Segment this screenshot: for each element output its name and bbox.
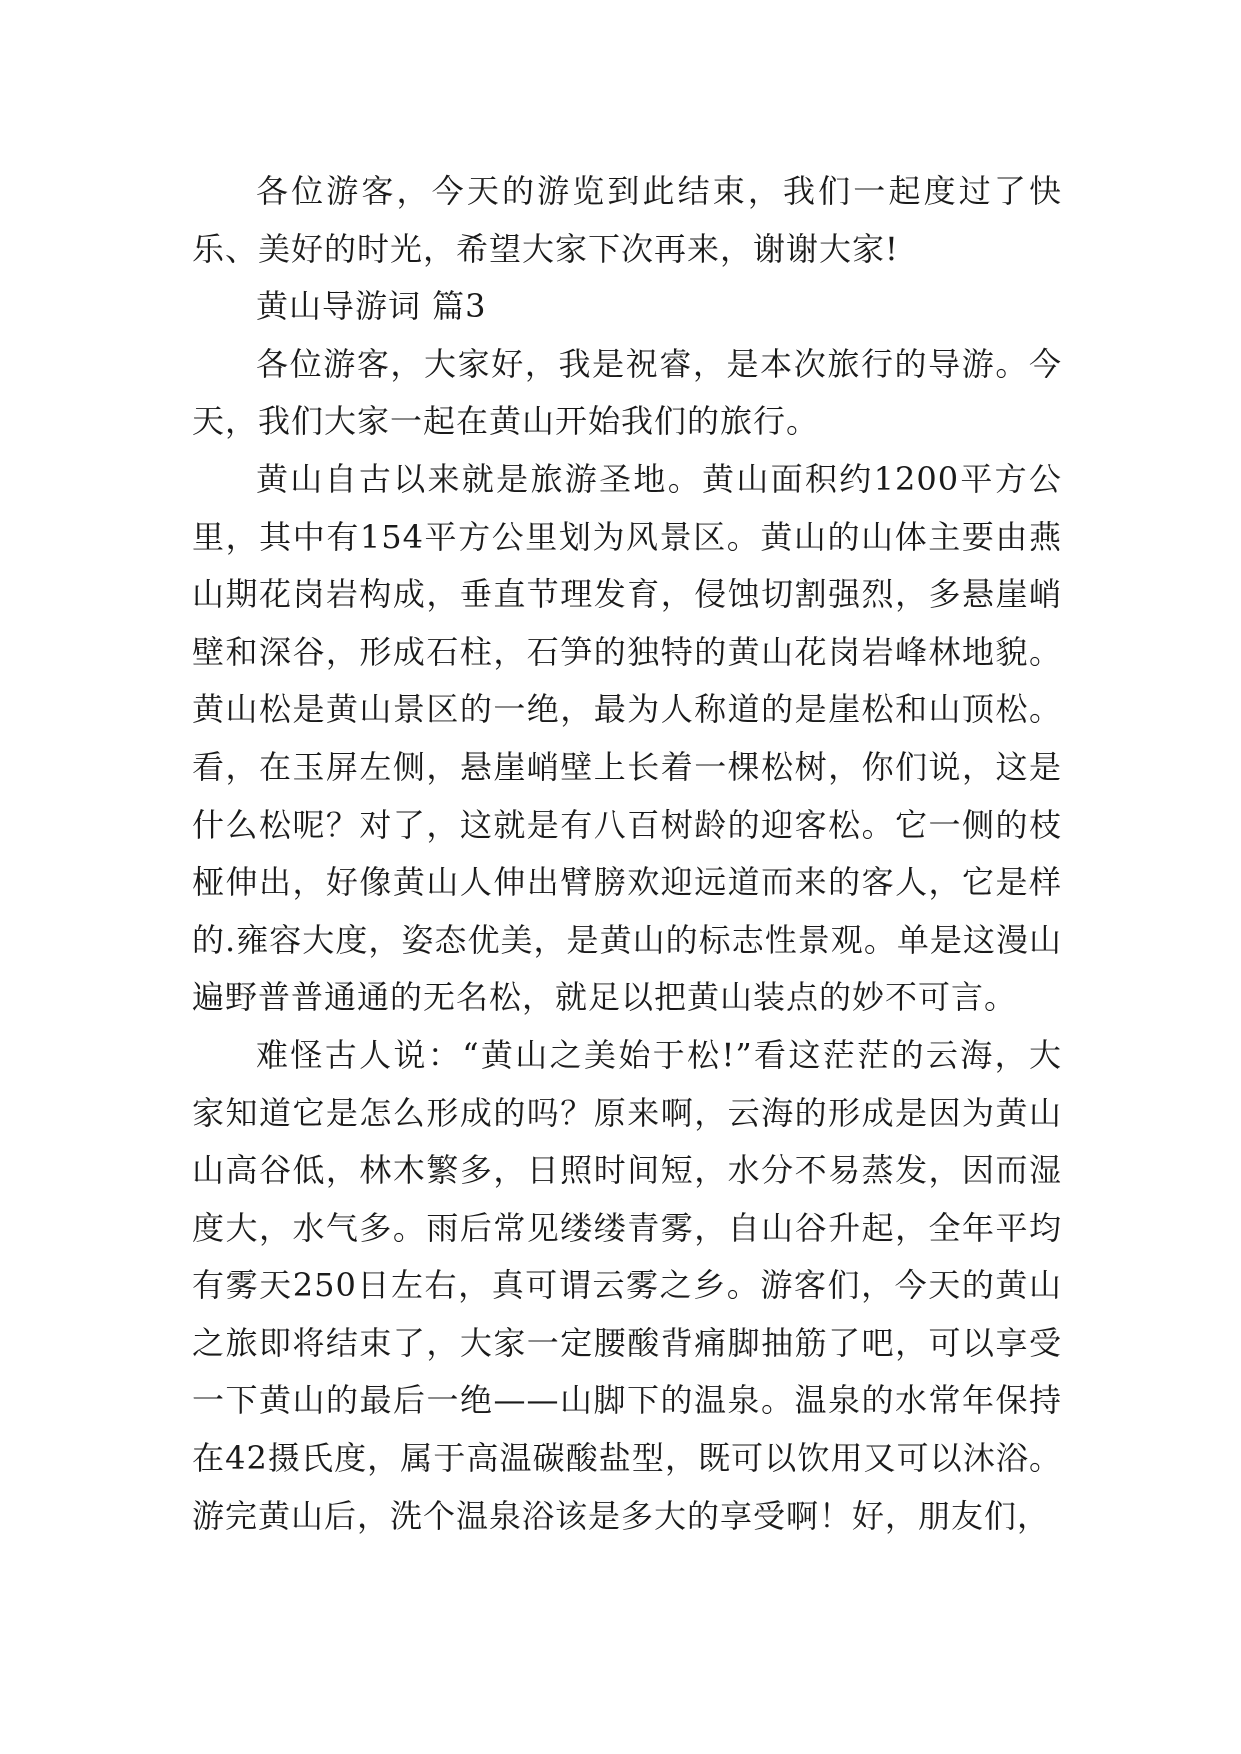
section-heading: 黄山导游词 篇3 bbox=[256, 287, 487, 326]
paragraph-intro: 各位游客，大家好，我是祝睿，是本次旅行的导游。今天，我们大家一起在黄山开始我们的旅行。 bbox=[192, 344, 1062, 441]
paragraph-pines: 黄山自古以来就是旅游圣地。黄山面积约1200平方公里，其中有154平方公里划为风景区。黄山的山体主要由燕山期花岗岩构成，垂直节理发育，侵蚀切割强烈，多悬崖峭壁和深谷，形成石柱，石笋的独特的黄山花岗岩峰林地貌。黄山松是黄山景区的一绝，最为人称道的是崖松和山顶松。看，在玉屏左侧，悬崖峭壁上长着一棵松树，你们说，这是什么松呢？对了，这就是有八百树龄的迎客松。它一侧的枝桠伸出，好像黄山人伸出臂膀欢迎远道而来的客人，它是样的.雍容大度，姿态优美，是黄山的标志性景观。单是这漫山遍野普普通通的无名松，就足以把黄山装点的妙不可言。 bbox=[192, 459, 1062, 1017]
paragraph-closing: 各位游客，今天的游览到此结束，我们一起度过了快乐、美好的时光，希望大家下次再来，谢谢大家! bbox=[192, 172, 1062, 268]
paragraph-clouds-springs: 难怪古人说：“黄山之美始于松!”看这茫茫的云海，大家知道它是怎么形成的吗？原来啊，云海的形成是因为黄山山高谷低，林木繁多，日照时间短，水分不易蒸发，因而湿度大，水气多。雨后常见缕缕青雾，自山谷升起，全年平均有雾天250日左右，真可谓云雾之乡。游客们，今天的黄山之旅即将结束了，大家一定腰酸背痛脚抽筋了吧，可以享受一下黄山的最后一绝——山脚下的温泉。温泉的水常年保持在42摄氏度，属于高温碳酸盐型，既可以饮用又可以沐浴。游完黄山后，洗个温泉浴该是多大的享受啊！好，朋友们， bbox=[192, 1035, 1062, 1535]
document-body bbox=[192, 163, 1062, 1545]
